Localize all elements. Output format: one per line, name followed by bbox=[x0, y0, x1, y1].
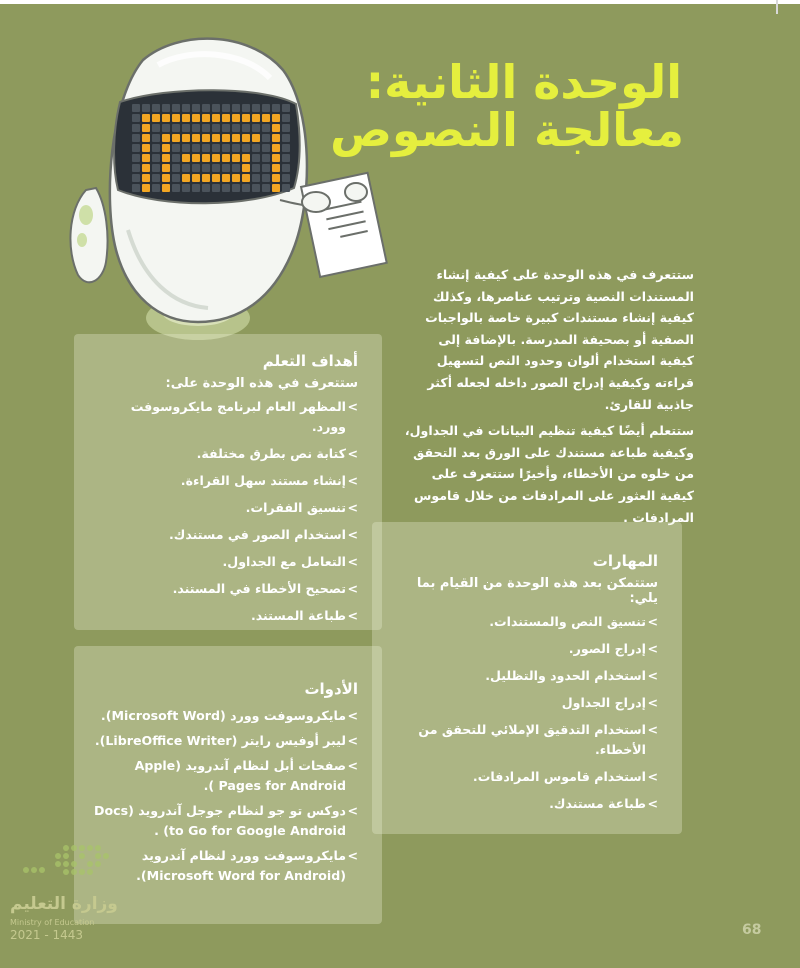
visor-led bbox=[162, 114, 170, 122]
visor-led bbox=[202, 104, 210, 112]
list-item bbox=[94, 525, 358, 545]
visor-led bbox=[232, 134, 240, 142]
visor-led bbox=[252, 154, 260, 162]
bullet-arrow: > bbox=[347, 803, 358, 818]
visor-led bbox=[142, 184, 150, 192]
intro-paragraph-1: ستتعرف في هذه الوحدة على كيفية إنشاء المستندات النصية وترتيب عناصرها، وكذلك كيفية إنشاء مستندات كبيرة خاصة بالواجبات الصفية أو بصحيفة المدرسة. بالإضافة إلى كيفية استخدام ألوان وحدود النص لتسهيل قراءته وكيفية إدراج الصور داخله لجعله أكثر جاذبية للقارئ. bbox=[425, 267, 694, 412]
visor-led bbox=[212, 114, 220, 122]
visor-led bbox=[202, 124, 210, 132]
visor-led bbox=[192, 174, 200, 182]
visor-led bbox=[132, 184, 140, 192]
bullet-arrow: > bbox=[347, 733, 358, 748]
visor-led bbox=[262, 124, 270, 132]
visor-led bbox=[192, 144, 200, 152]
visor-led bbox=[262, 134, 270, 142]
list-item bbox=[94, 552, 358, 572]
visor-led bbox=[282, 174, 290, 182]
list-item-text: دوكس تو جو لنظام جوجل آندرويد (Docs to Go for Google Android) . bbox=[94, 803, 346, 838]
visor-led bbox=[242, 154, 250, 162]
bullet-arrow: > bbox=[347, 848, 358, 863]
visor-led bbox=[202, 184, 210, 192]
list-item bbox=[94, 498, 358, 518]
list-item bbox=[392, 767, 658, 787]
list-item bbox=[94, 801, 358, 841]
list-item-text: ليبر أوفيس رايتر (LibreOffice Writer). bbox=[94, 733, 346, 748]
visor-led bbox=[262, 154, 270, 162]
visor-led bbox=[132, 164, 140, 172]
visor-led bbox=[252, 124, 260, 132]
list-item bbox=[392, 639, 658, 659]
visor-led bbox=[252, 114, 260, 122]
bullet-arrow: > bbox=[647, 695, 658, 710]
visor-led bbox=[192, 184, 200, 192]
visor-led bbox=[242, 124, 250, 132]
visor-led bbox=[132, 104, 140, 112]
visor-led bbox=[232, 184, 240, 192]
visor-led bbox=[232, 174, 240, 182]
bullet-arrow: > bbox=[647, 769, 658, 784]
margin-mark bbox=[776, 0, 778, 14]
visor-led bbox=[182, 104, 190, 112]
list-item bbox=[94, 756, 358, 796]
visor-led bbox=[222, 164, 230, 172]
visor-led bbox=[182, 184, 190, 192]
visor-led bbox=[172, 174, 180, 182]
visor-led bbox=[252, 104, 260, 112]
visor-led bbox=[142, 134, 150, 142]
unit-title bbox=[330, 55, 684, 158]
visor-led bbox=[152, 164, 160, 172]
visor-led bbox=[152, 114, 160, 122]
ministry-logo-mark bbox=[6, 840, 116, 890]
visor-led bbox=[192, 104, 200, 112]
visor-led bbox=[162, 174, 170, 182]
visor-led bbox=[142, 114, 150, 122]
list-item-text: مايكروسوفت وورد لنظام آندرويد (Microsoft Word for Android). bbox=[136, 848, 346, 883]
visor-led bbox=[142, 124, 150, 132]
list-item-text: التعامل مع الجداول. bbox=[222, 554, 346, 569]
visor-led bbox=[262, 184, 270, 192]
visor-led bbox=[192, 134, 200, 142]
visor-led bbox=[272, 114, 280, 122]
unit-intro bbox=[402, 264, 694, 533]
visor-led bbox=[252, 134, 260, 142]
visor-led bbox=[232, 124, 240, 132]
visor-led bbox=[152, 134, 160, 142]
visor-led bbox=[142, 104, 150, 112]
list-item-text: صفحات أبل لنظام آندرويد (Apple Pages for Android ). bbox=[134, 758, 346, 793]
visor-led bbox=[182, 164, 190, 172]
visor-led bbox=[142, 144, 150, 152]
visor-led bbox=[232, 144, 240, 152]
list-item-text: مايكروسوفت وورد (Microsoft Word). bbox=[100, 708, 346, 723]
visor-led bbox=[282, 144, 290, 152]
visor-led bbox=[202, 134, 210, 142]
visor-led bbox=[262, 114, 270, 122]
bullet-arrow: > bbox=[647, 722, 658, 737]
visor-led bbox=[182, 174, 190, 182]
visor-led bbox=[172, 124, 180, 132]
visor-led bbox=[282, 134, 290, 142]
visor-led bbox=[272, 154, 280, 162]
list-item bbox=[94, 471, 358, 491]
visor-led bbox=[202, 144, 210, 152]
list-item-text: استخدام التدقيق الإملائي للتحقق من الأخطاء. bbox=[418, 722, 646, 757]
visor-led bbox=[282, 104, 290, 112]
visor-led bbox=[162, 124, 170, 132]
list-item-text: كتابة نص بطرق مختلفة. bbox=[196, 446, 346, 461]
visor-led bbox=[282, 114, 290, 122]
visor-led bbox=[282, 124, 290, 132]
visor-led bbox=[192, 124, 200, 132]
visor-led bbox=[162, 154, 170, 162]
visor-led bbox=[132, 174, 140, 182]
visor-led bbox=[212, 104, 220, 112]
bullet-arrow: > bbox=[347, 473, 358, 488]
list-item bbox=[392, 720, 658, 760]
list-item-text: تنسيق النص والمستندات. bbox=[489, 614, 646, 629]
visor-led bbox=[172, 184, 180, 192]
bullet-arrow: > bbox=[347, 554, 358, 569]
visor-led bbox=[252, 174, 260, 182]
list-item bbox=[392, 794, 658, 814]
visor-led bbox=[182, 114, 190, 122]
visor-led bbox=[192, 154, 200, 162]
visor-led bbox=[172, 144, 180, 152]
skills-list bbox=[392, 612, 658, 814]
list-item-text: إنشاء مستند سهل القراءة. bbox=[180, 473, 346, 488]
visor-led bbox=[262, 174, 270, 182]
visor-led bbox=[252, 144, 260, 152]
visor-led bbox=[172, 154, 180, 162]
learning-goals-subtitle: ستتعرف في هذه الوحدة على: bbox=[165, 376, 358, 391]
visor-led bbox=[242, 114, 250, 122]
visor-led bbox=[252, 164, 260, 172]
list-item-text: طباعة المستند. bbox=[250, 608, 346, 623]
visor-led bbox=[222, 114, 230, 122]
visor-led bbox=[282, 184, 290, 192]
visor-led bbox=[212, 184, 220, 192]
list-item bbox=[392, 666, 658, 686]
ministry-year: 2021 - 1443 bbox=[10, 928, 84, 942]
list-item bbox=[94, 606, 358, 626]
list-item bbox=[94, 731, 358, 751]
visor-led bbox=[162, 184, 170, 192]
visor-led bbox=[212, 174, 220, 182]
visor-led bbox=[212, 124, 220, 132]
visor-led bbox=[282, 154, 290, 162]
bullet-arrow: > bbox=[347, 399, 358, 414]
visor-led bbox=[172, 134, 180, 142]
list-item-text: تنسيق الفقرات. bbox=[245, 500, 346, 515]
visor-led bbox=[212, 164, 220, 172]
visor-led bbox=[242, 144, 250, 152]
visor-led bbox=[182, 124, 190, 132]
visor-led bbox=[132, 134, 140, 142]
learning-goals-list bbox=[94, 397, 358, 626]
visor-led bbox=[202, 114, 210, 122]
visor-led bbox=[162, 144, 170, 152]
visor-led bbox=[222, 154, 230, 162]
visor-led bbox=[242, 104, 250, 112]
visor-led bbox=[222, 144, 230, 152]
bullet-arrow: > bbox=[347, 446, 358, 461]
bullet-arrow: > bbox=[347, 527, 358, 542]
visor-led bbox=[202, 174, 210, 182]
page-number: 68 bbox=[742, 922, 762, 938]
visor-led bbox=[272, 104, 280, 112]
visor-led bbox=[272, 174, 280, 182]
bullet-arrow: > bbox=[347, 608, 358, 623]
visor-led bbox=[172, 104, 180, 112]
bullet-arrow: > bbox=[347, 708, 358, 723]
visor-led bbox=[182, 144, 190, 152]
visor-led bbox=[272, 164, 280, 172]
list-item-text: تصحيح الأخطاء في المستند. bbox=[172, 581, 346, 596]
visor-led bbox=[142, 174, 150, 182]
visor-led bbox=[242, 184, 250, 192]
visor-led bbox=[282, 164, 290, 172]
visor-led bbox=[132, 114, 140, 122]
skills-heading: المهارات bbox=[592, 552, 658, 570]
visor-led bbox=[242, 164, 250, 172]
tools-heading: الأدوات bbox=[304, 680, 358, 698]
visor-led bbox=[232, 104, 240, 112]
skills-subtitle: ستتمكن بعد هذه الوحدة من القيام بما يلي: bbox=[416, 576, 658, 606]
learning-goals-heading: أهداف التعلم bbox=[262, 352, 358, 370]
visor-led bbox=[132, 124, 140, 132]
list-item-text: طباعة مستندك. bbox=[549, 796, 646, 811]
list-item bbox=[94, 444, 358, 464]
visor-led bbox=[222, 134, 230, 142]
skills-box bbox=[372, 522, 682, 834]
visor-led bbox=[232, 164, 240, 172]
visor-led bbox=[192, 114, 200, 122]
visor-led bbox=[202, 164, 210, 172]
list-item bbox=[94, 397, 358, 437]
visor-led bbox=[222, 104, 230, 112]
visor-led bbox=[162, 164, 170, 172]
visor-led bbox=[242, 174, 250, 182]
visor-led bbox=[272, 124, 280, 132]
visor-led bbox=[152, 174, 160, 182]
list-item-text: إدراج الجداول bbox=[561, 695, 646, 710]
visor-led bbox=[152, 144, 160, 152]
visor-led bbox=[232, 114, 240, 122]
visor-led bbox=[152, 184, 160, 192]
visor-led bbox=[212, 144, 220, 152]
visor-led bbox=[162, 134, 170, 142]
visor-led bbox=[132, 144, 140, 152]
bullet-arrow: > bbox=[347, 500, 358, 515]
visor-led bbox=[182, 154, 190, 162]
robot-illustration bbox=[48, 0, 398, 345]
list-item-text: إدراج الصور. bbox=[568, 641, 646, 656]
intro-paragraph-2: ستتعلم أيضًا كيفية تنظيم البيانات في الجداول، وكيفية طباعة مستندك على الورق بعد التحقق من خلوه من الأخطاء، وأخيرًا ستتعرف على كيفية العثور على المرادفات من خلال قاموس المرادفات . bbox=[404, 423, 694, 525]
visor-led bbox=[152, 104, 160, 112]
visor-led bbox=[222, 174, 230, 182]
visor-led bbox=[272, 184, 280, 192]
list-item-text: المظهر العام لبرنامج مايكروسوفت وورد. bbox=[130, 399, 346, 434]
visor-led bbox=[152, 154, 160, 162]
visor-led bbox=[162, 104, 170, 112]
visor-led bbox=[262, 144, 270, 152]
unit-title-line1: الوحدة الثانية: bbox=[365, 55, 682, 109]
visor-led bbox=[252, 184, 260, 192]
visor-led bbox=[172, 164, 180, 172]
list-item bbox=[392, 612, 658, 632]
visor-led bbox=[272, 144, 280, 152]
bullet-arrow: > bbox=[647, 668, 658, 683]
bullet-arrow: > bbox=[347, 758, 358, 773]
visor-led bbox=[242, 134, 250, 142]
list-item bbox=[94, 579, 358, 599]
visor-led bbox=[222, 184, 230, 192]
visor-led bbox=[222, 124, 230, 132]
visor-led bbox=[262, 164, 270, 172]
ministry-logo bbox=[6, 840, 156, 944]
visor-led bbox=[172, 114, 180, 122]
visor-led bbox=[142, 164, 150, 172]
visor-led bbox=[232, 154, 240, 162]
unit-title-line2: معالجة النصوص bbox=[330, 103, 684, 158]
visor-led bbox=[212, 134, 220, 142]
learning-goals-box bbox=[74, 334, 382, 630]
list-item bbox=[94, 706, 358, 726]
bullet-arrow: > bbox=[647, 614, 658, 629]
ministry-name-arabic: وزارة التعليم bbox=[10, 894, 118, 914]
list-item-text: استخدام قاموس المرادفات. bbox=[472, 769, 646, 784]
list-item bbox=[392, 693, 658, 713]
visor-led bbox=[142, 154, 150, 162]
list-item-text: استخدام الصور في مستندك. bbox=[169, 527, 346, 542]
ministry-name-english: Ministry of Education bbox=[10, 918, 95, 927]
visor-led bbox=[212, 154, 220, 162]
bullet-arrow: > bbox=[647, 796, 658, 811]
bullet-arrow: > bbox=[347, 581, 358, 596]
visor-led bbox=[202, 154, 210, 162]
visor-led bbox=[272, 134, 280, 142]
visor-led bbox=[262, 104, 270, 112]
visor-led bbox=[132, 154, 140, 162]
list-item-text: استخدام الحدود والتظليل. bbox=[485, 668, 646, 683]
visor-led bbox=[192, 164, 200, 172]
visor-led bbox=[182, 134, 190, 142]
bullet-arrow: > bbox=[647, 641, 658, 656]
visor-led bbox=[152, 124, 160, 132]
